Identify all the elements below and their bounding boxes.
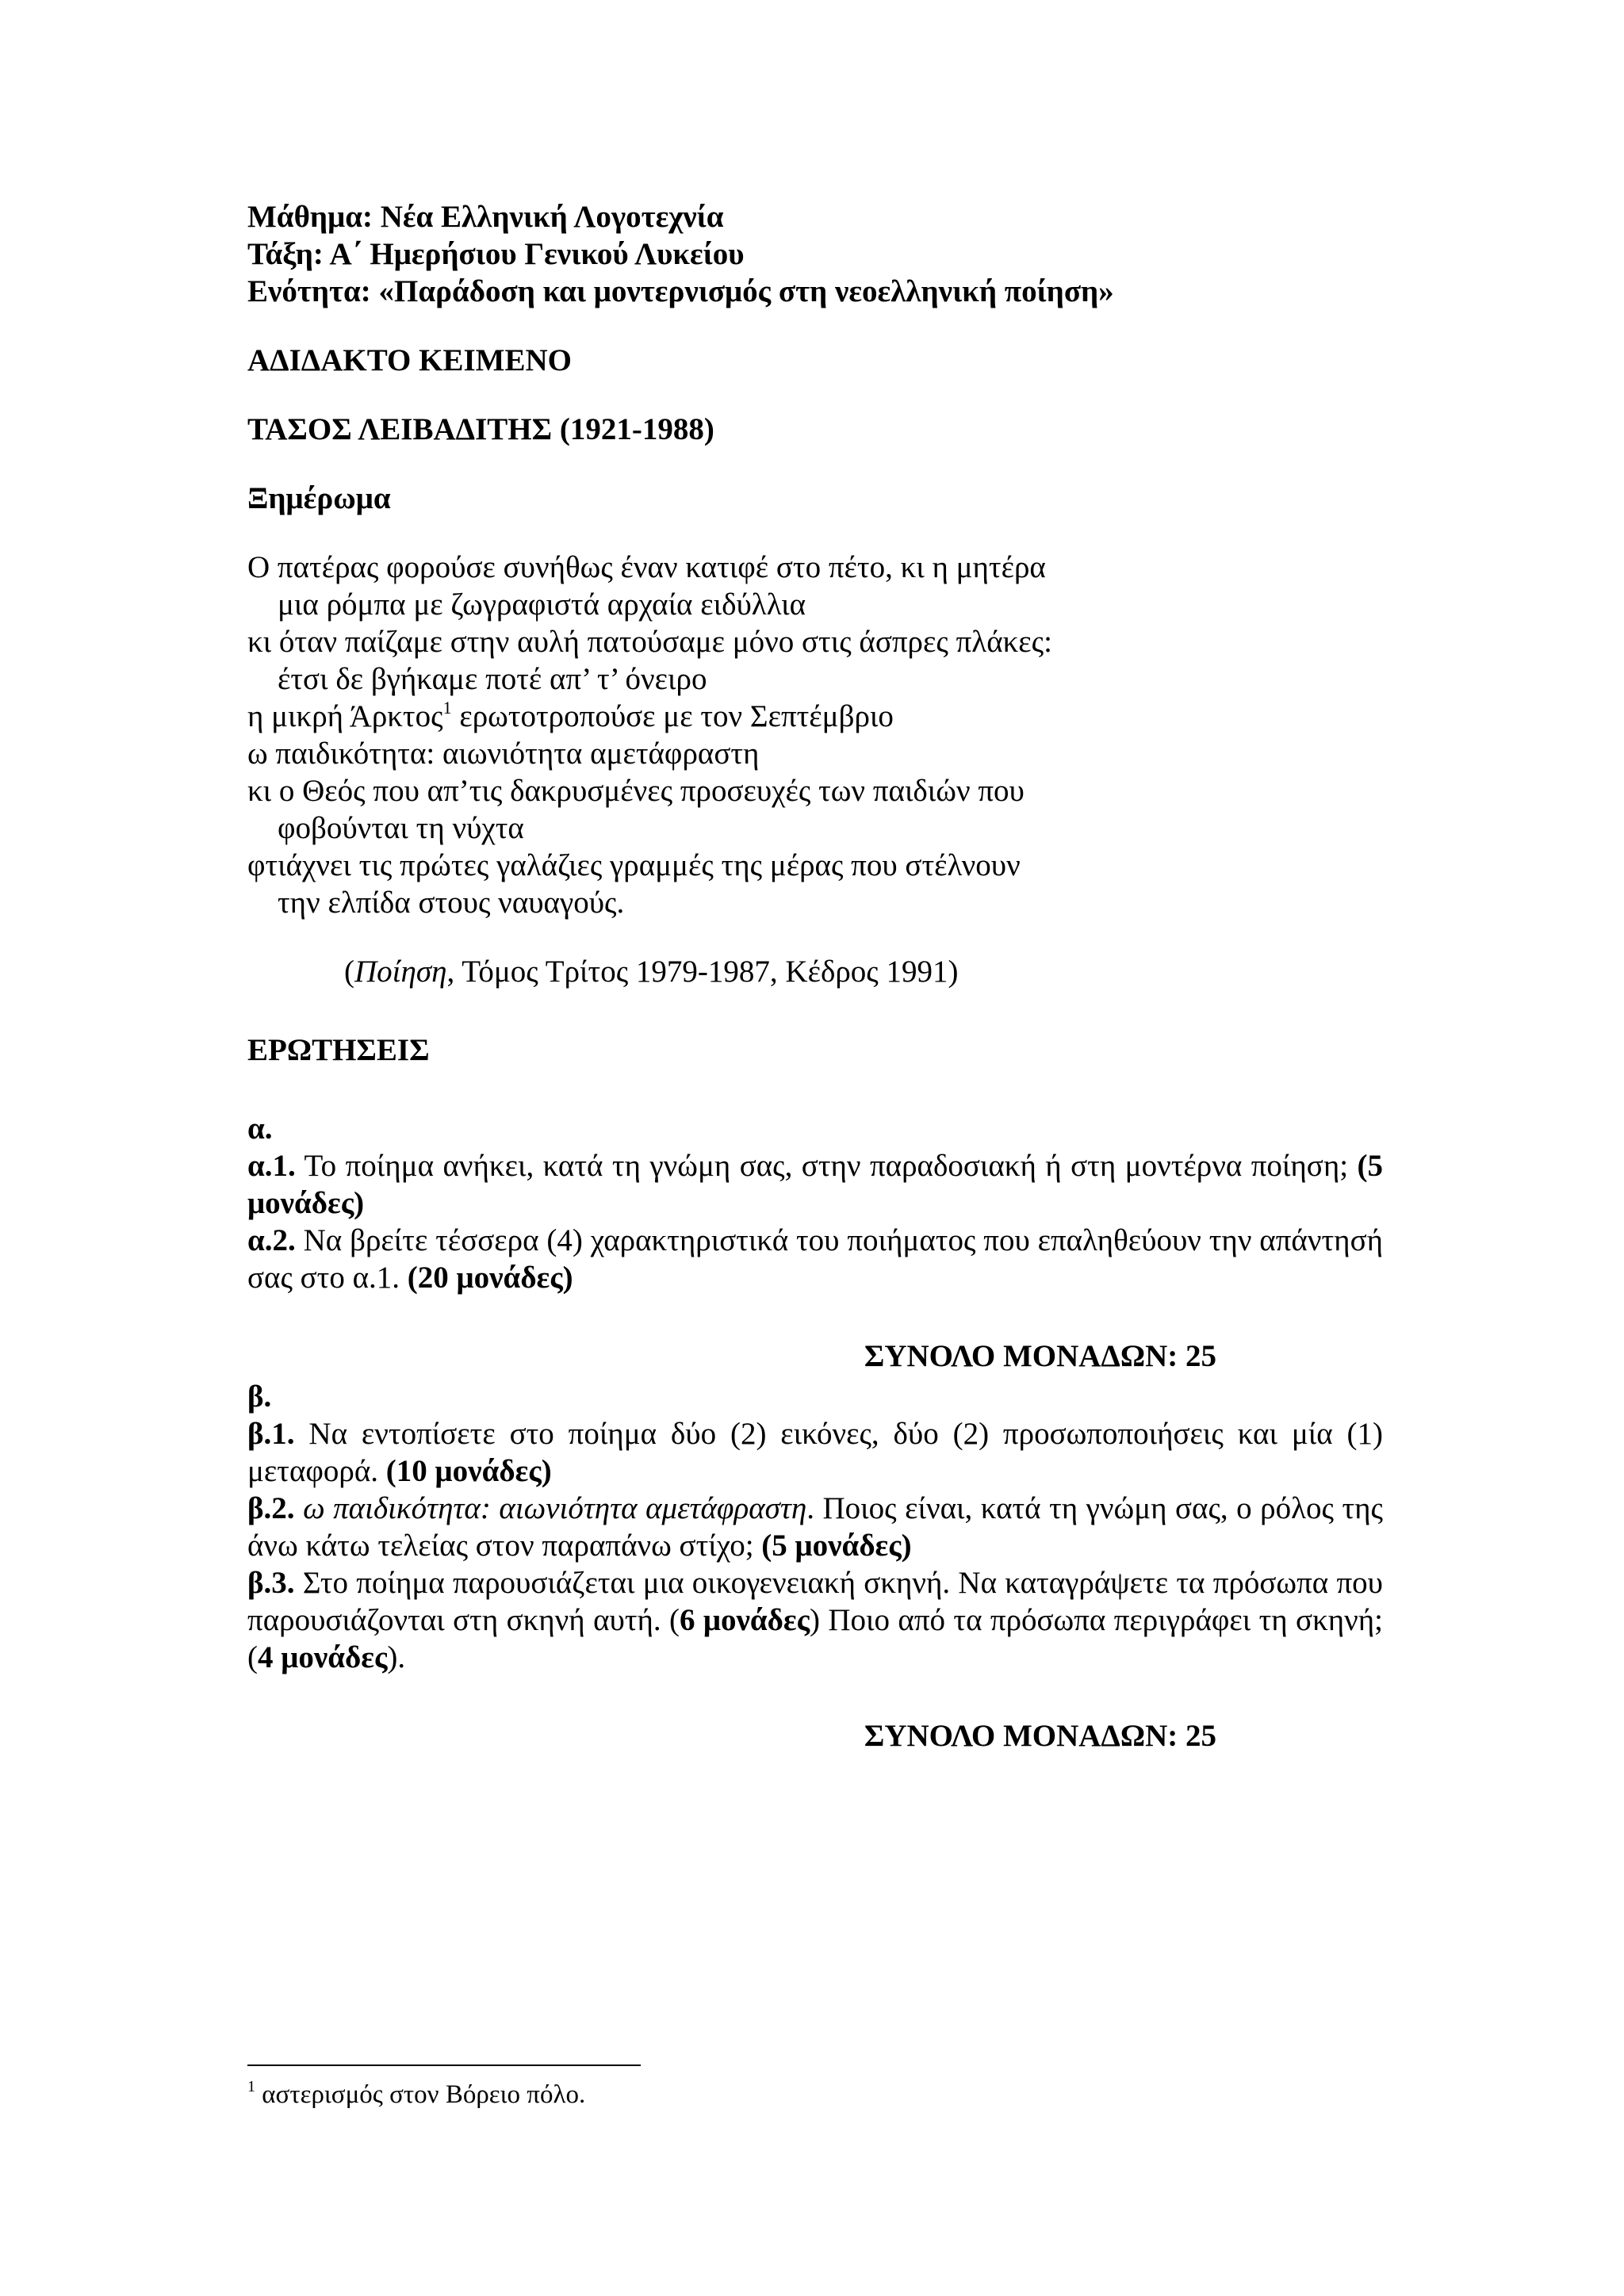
poem-line: ω παιδικότητα: αιωνιότητα αμετάφραστη	[247, 737, 760, 771]
part-b-label: β.	[247, 1380, 272, 1414]
question-text: ).	[387, 1640, 406, 1674]
poem-line: έτσι δε βγήκαμε ποτέ απ’ τ’ όνειρο	[278, 662, 707, 696]
poem-line: φτιάχνει τις πρώτες γαλάζιες γραμμές της μέρας που στέλνουν	[247, 848, 1021, 882]
unseen-text-heading: ΑΔΙΔΑΚΤΟ ΚΕΙΜΕΝΟ	[247, 343, 572, 377]
question-number: α.2.	[247, 1223, 296, 1257]
part-b-total: ΣΥΝΟΛΟ ΜΟΝΑΔΩΝ: 25	[864, 1719, 1216, 1753]
poem-line: την ελπίδα στους ναυαγούς.	[278, 886, 625, 920]
class-line: Τάξη: Α΄ Ημερήσιου Γενικού Λυκείου	[247, 237, 745, 271]
questions-heading: ΕΡΩΤΗΣΕΙΣ	[247, 1033, 430, 1067]
question-text: Στο ποίημα παρουσιάζεται μια οικογενειακή σκηνή. Να καταγράψετε τα πρόσωπα που παρουσιάζονται στη σκηνή αυτή. (	[247, 1566, 1383, 1637]
question-number: β.2.	[247, 1491, 295, 1525]
poem-line: κι ο Θεός που απ’τις δακρυσμένες προσευχές των παιδιών που	[247, 774, 1025, 808]
poem-line: κι όταν παίζαμε στην αυλή πατούσαμε μόνο στις άσπρες πλάκες:	[247, 625, 1052, 659]
footnote-marker: 1	[442, 698, 452, 718]
question-text: Το ποίημα ανήκει, κατά τη γνώμη σας, στην παραδοσιακή ή στη μοντέρνα ποίηση;	[295, 1149, 1358, 1183]
question-points: 6 μονάδες	[680, 1603, 810, 1637]
question-text: . Ποιος είναι, κατά τη γνώμη σας, ο ρόλος της άνω κάτω τελείας στον παραπάνω στίχο;	[247, 1491, 1383, 1563]
document-body	[247, 198, 1383, 1755]
subject-line: Μάθημα: Νέα Ελληνική Λογοτεχνία	[247, 200, 724, 234]
source-details: , Τόμος Τρίτος 1979-1987, Κέδρος 1991)	[446, 955, 959, 989]
question-text: Να βρείτε τέσσερα (4) χαρακτηριστικά του ποιήματος που επαληθεύουν την απάντησή σας στο α.1.	[247, 1223, 1383, 1295]
question-number: β.3.	[247, 1566, 295, 1600]
question-points: (5 μονάδες)	[761, 1529, 912, 1563]
question-points: (5 μονάδες)	[247, 1149, 1383, 1220]
question-points: (20 μονάδες)	[407, 1261, 573, 1295]
part-a-total: ΣΥΝΟΛΟ ΜΟΝΑΔΩΝ: 25	[864, 1339, 1216, 1373]
question-a1	[247, 1147, 1383, 1222]
question-points: (10 μονάδες)	[385, 1454, 552, 1488]
question-b3	[247, 1564, 1383, 1676]
poem-text: ερωτοτροπούσε με τον Σεπτέμβριο	[451, 699, 894, 733]
question-points: 4 μονάδες	[258, 1640, 388, 1674]
footnote-number: 1	[247, 2078, 255, 2095]
question-number: β.1.	[247, 1417, 295, 1451]
question-number: α.1.	[247, 1149, 296, 1183]
question-b1	[247, 1415, 1383, 1490]
poem-text: η μικρή Άρκτος	[247, 699, 443, 733]
poem-line: μια ρόμπα με ζωγραφιστά αρχαία ειδύλλια	[278, 587, 806, 622]
poem-source	[247, 953, 1383, 990]
question-b2	[247, 1490, 1383, 1564]
footnote-text: αστερισμός στον Βόρειο πόλο.	[255, 2080, 586, 2109]
footnote-separator	[247, 2064, 641, 2066]
poem-line: φοβούνται τη νύχτα	[278, 811, 524, 845]
quoted-verse: ω παιδικότητα: αιωνιότητα αμετάφραστη	[294, 1491, 807, 1525]
question-a2	[247, 1222, 1383, 1296]
question-text: Να εντοπίσετε στο ποίημα δύο (2) εικόνες, δύο (2) προσωποποιήσεις και μία (1) μεταφορά.	[247, 1417, 1383, 1488]
part-a-label: α.	[247, 1112, 273, 1146]
poem-title: Ξημέρωμα	[247, 481, 391, 515]
question-text: ) Ποιο από τα πρόσωπα περιγράφει τη σκηνή; (	[247, 1603, 1383, 1674]
author-heading: ΤΑΣΟΣ ΛΕΙΒΑΔΙΤΗΣ (1921-1988)	[247, 412, 714, 446]
poem-line	[247, 698, 1383, 735]
footnote	[247, 2079, 585, 2110]
poem	[247, 549, 1383, 921]
source-paren: (	[344, 955, 354, 989]
poem-line: Ο πατέρας φορούσε συνήθως έναν κατιφέ στο πέτο, κι η μητέρα	[247, 550, 1046, 584]
source-book-title: Ποίηση	[354, 955, 447, 989]
unit-line: Ενότητα: «Παράδοση και μοντερνισμός στη νεοελληνική ποίηση»	[247, 274, 1114, 308]
